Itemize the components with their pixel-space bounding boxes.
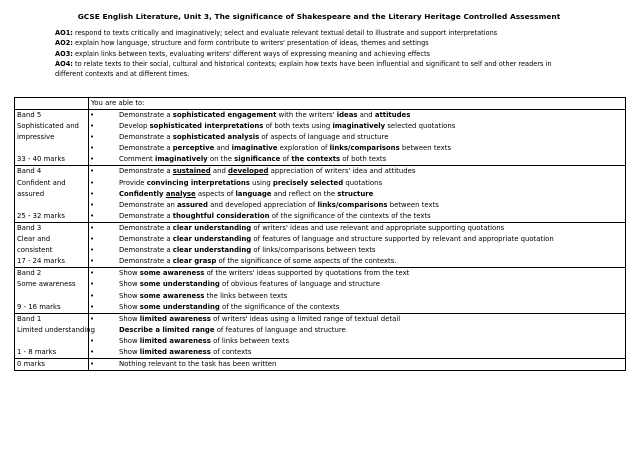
band-label-line: 17 - 24 marks bbox=[17, 257, 65, 266]
band-label-cell bbox=[15, 313, 95, 358]
criteria-item bbox=[89, 178, 625, 189]
objective-ao4-continuation: different contexts and at different times. bbox=[55, 70, 190, 79]
band-row bbox=[15, 268, 626, 313]
band-label-line: 25 - 32 marks bbox=[17, 211, 65, 220]
band-label-cell bbox=[15, 110, 89, 166]
bullet-icon: • bbox=[90, 246, 95, 255]
band-label-cell bbox=[15, 268, 89, 313]
table-header-cell: You are able to: bbox=[89, 98, 626, 110]
bullet-icon: • bbox=[90, 235, 95, 244]
criteria-text: Demonstrate a clear understanding of writers' ideas and use relevant and appropriate supporting quotations bbox=[119, 223, 505, 232]
bullet-icon: • bbox=[90, 269, 95, 278]
criteria-item bbox=[89, 189, 625, 200]
criteria-text: Show some awareness of the writers' ideas supported by quotations from the text bbox=[119, 269, 410, 278]
assessment-objectives bbox=[55, 28, 615, 79]
criteria-text: Demonstrate a clear understanding of links/comparisons between texts bbox=[119, 246, 376, 255]
band-header-cell bbox=[15, 98, 89, 110]
bullet-icon: • bbox=[90, 360, 95, 369]
criteria-item bbox=[89, 143, 625, 154]
band-label-line bbox=[17, 291, 88, 302]
criteria-item bbox=[89, 200, 625, 211]
bullet-icon: • bbox=[90, 211, 95, 220]
criteria-item bbox=[89, 211, 625, 222]
bullet-icon: • bbox=[90, 155, 95, 164]
criteria-text: Show limited awareness of writers' ideas using a limited range of textual detail bbox=[119, 314, 401, 323]
band-label-line: Clear and bbox=[17, 235, 51, 244]
bullet-icon: • bbox=[90, 347, 95, 356]
objective-ao1: AO1: respond to texts critically and imaginatively; select and evaluate relevant textual detail to illustrate and support interpretations bbox=[55, 29, 498, 37]
bullet-icon: • bbox=[90, 257, 95, 266]
criteria-text: Demonstrate a sophisticated engagement with the writers' ideas and attitudes bbox=[119, 111, 411, 119]
band-row bbox=[15, 110, 626, 166]
criteria-item bbox=[89, 121, 625, 132]
band-label-line: Some awareness bbox=[17, 280, 76, 289]
bullet-icon: • bbox=[90, 280, 95, 289]
band-label-cell bbox=[15, 222, 89, 267]
band-criteria-cell bbox=[89, 313, 626, 358]
band-label-line: 1 - 8 marks bbox=[17, 347, 57, 356]
band-label-cell bbox=[15, 166, 89, 222]
criteria-text: Nothing relevant to the task has been written bbox=[119, 360, 277, 369]
bullet-icon: • bbox=[90, 302, 95, 311]
bullet-icon: • bbox=[90, 133, 95, 142]
bullet-icon: • bbox=[90, 111, 95, 119]
criteria-item bbox=[89, 223, 625, 234]
band-row bbox=[15, 166, 626, 222]
band-label-line: Band 2 bbox=[17, 269, 42, 278]
band-label-cell bbox=[15, 359, 89, 371]
criteria-text: Show some awareness the links between texts bbox=[119, 291, 288, 300]
criteria-item bbox=[89, 325, 625, 336]
criteria-text: Provide convincing interpretations using precisely selected quotations bbox=[119, 178, 383, 187]
band-criteria-cell bbox=[89, 359, 626, 371]
criteria-item bbox=[89, 359, 625, 370]
band-label-line: Confident and bbox=[17, 178, 66, 187]
band-label-line: Band 3 bbox=[17, 223, 42, 232]
criteria-item bbox=[89, 245, 625, 256]
criteria-text: Demonstrate an assured and developed appreciation of links/comparisons between texts bbox=[119, 200, 439, 209]
objective-ao4: AO4: to relate texts to their social, cultural and historical contexts; explain how texts have been influential and significant to self and other readers in bbox=[55, 59, 552, 68]
band-criteria-cell bbox=[89, 166, 626, 222]
criteria-item bbox=[89, 256, 625, 267]
criteria-text: Comment imaginatively on the significance of the contexts of both texts bbox=[119, 155, 387, 164]
band-label-line: Band 4 bbox=[17, 167, 42, 176]
bullet-icon: • bbox=[90, 223, 95, 232]
bullet-icon: • bbox=[90, 200, 95, 209]
criteria-item bbox=[89, 279, 625, 290]
criteria-text: Describe a limited range of features of language and structure bbox=[119, 325, 346, 334]
band-label-line bbox=[17, 143, 88, 154]
criteria-item bbox=[89, 110, 625, 121]
band-label-line: Band 5 bbox=[17, 111, 42, 119]
criteria-item bbox=[89, 347, 625, 358]
band-criteria-cell bbox=[89, 222, 626, 267]
bullet-icon: • bbox=[90, 291, 95, 300]
band-label-line bbox=[17, 336, 88, 347]
criteria-text: Show some understanding of obvious features of language and structure bbox=[119, 280, 380, 289]
band-label-line: assured bbox=[17, 189, 45, 198]
bullet-icon: • bbox=[90, 167, 95, 176]
criteria-text: Demonstrate a clear understanding of features of language and structure supported by relevant and appropriate quotation bbox=[119, 235, 554, 244]
bullet-icon: • bbox=[90, 144, 95, 153]
criteria-text: Demonstrate a clear grasp of the significance of some aspects of the contexts. bbox=[119, 257, 397, 266]
marking-grid-table bbox=[14, 97, 626, 371]
page-title: GCSE English Literature, Unit 3, The significance of Shakespeare and the Literary Heritage Controlled Assessment bbox=[77, 12, 561, 21]
bullet-icon: • bbox=[90, 122, 95, 131]
band-criteria-cell bbox=[89, 268, 626, 313]
band-label-line: 0 marks bbox=[17, 360, 45, 369]
bullet-icon: • bbox=[90, 189, 95, 198]
criteria-text: Confidently analyse aspects of language and reflect on the structure bbox=[119, 189, 374, 198]
criteria-text: Demonstrate a sustained and developed appreciation of writers' idea and attitudes bbox=[119, 167, 416, 176]
band-label-line bbox=[17, 200, 88, 211]
band-row bbox=[15, 222, 626, 267]
criteria-text: Show limited awareness of links between texts bbox=[119, 336, 290, 345]
band-row bbox=[15, 359, 626, 371]
band-criteria-cell bbox=[89, 110, 626, 166]
band-label-line: 9 - 16 marks bbox=[17, 302, 61, 311]
band-row bbox=[15, 313, 626, 358]
criteria-item bbox=[89, 268, 625, 279]
criteria-text: Demonstrate a perceptive and imaginative exploration of links/comparisons between texts bbox=[119, 144, 452, 153]
criteria-text: Demonstrate a sophisticated analysis of aspects of language and structure bbox=[119, 133, 389, 142]
bullet-icon: • bbox=[90, 314, 95, 323]
criteria-text: Demonstrate a thoughtful consideration of the significance of the contexts of the texts bbox=[119, 211, 431, 220]
band-label-line: Sophisticated and bbox=[17, 122, 79, 131]
criteria-item bbox=[89, 154, 625, 165]
table-header-row bbox=[15, 98, 626, 110]
band-label-line: impressive bbox=[17, 133, 55, 142]
criteria-text: Show some understanding of the significance of the contexts bbox=[119, 302, 340, 311]
band-label-line: Limited understanding bbox=[17, 325, 95, 334]
criteria-item bbox=[89, 166, 625, 177]
objective-ao2: AO2: explain how language, structure and form contribute to writers' presentation of ideas, themes and settings bbox=[55, 39, 429, 48]
criteria-item bbox=[89, 234, 625, 245]
criteria-text: Show limited awareness of contexts bbox=[119, 347, 252, 356]
band-label-line: 33 - 40 marks bbox=[17, 155, 65, 164]
criteria-item bbox=[89, 302, 625, 313]
objective-ao3: AO3: explain links between texts, evaluating writers' different ways of expressing meaning and achieving effects bbox=[55, 49, 431, 58]
criteria-item bbox=[89, 314, 625, 325]
band-label-line: consistent bbox=[17, 246, 53, 255]
criteria-item bbox=[89, 336, 625, 347]
bullet-icon: • bbox=[90, 178, 95, 187]
criteria-item bbox=[89, 291, 625, 302]
criteria-text: Develop sophisticated interpretations of both texts using imaginatively selected quotations bbox=[119, 122, 456, 131]
bullet-icon: • bbox=[90, 336, 95, 345]
criteria-item bbox=[89, 132, 625, 143]
band-label-line: Band 1 bbox=[17, 314, 42, 323]
